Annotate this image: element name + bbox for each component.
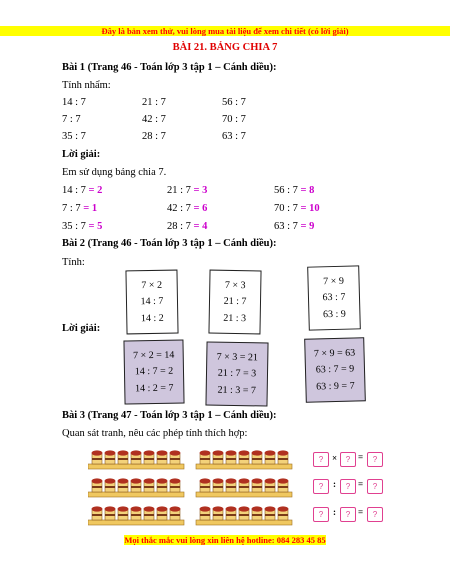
cake-layer — [278, 514, 288, 516]
card-line: 14 : 2 = 7 — [134, 382, 174, 395]
cake-layer — [213, 458, 223, 460]
cake-layer — [213, 514, 223, 516]
equals-sign: = — [358, 479, 364, 489]
cake-layer — [265, 486, 275, 488]
cake-topping — [144, 478, 155, 483]
blank-box: ? — [313, 452, 329, 467]
cake-layer — [200, 514, 210, 516]
cake-topping — [265, 506, 276, 511]
cake-layer — [131, 514, 141, 516]
cake-topping — [252, 450, 263, 455]
card-line: 14 : 2 — [140, 312, 164, 325]
cake-layer — [239, 458, 249, 460]
bai2-solution-card — [205, 341, 268, 406]
cake-topping — [239, 450, 250, 455]
bai1-answer: 21 : 7 = 3 — [167, 185, 208, 196]
blank-box: ? — [340, 479, 356, 494]
card-line: 63 : 9 — [322, 308, 346, 321]
bai1-intro: Tính nhẩm: — [62, 80, 111, 91]
cake-layer — [157, 486, 167, 488]
bai1-problem: 28 : 7 — [142, 131, 166, 142]
card-line: 21 : 3 — [223, 312, 247, 325]
cake-topping — [118, 450, 129, 455]
blank-box: ? — [367, 452, 383, 467]
cake-tray — [88, 450, 184, 469]
cake-topping — [131, 506, 142, 511]
cake-topping — [200, 506, 211, 511]
blank-box: ? — [340, 452, 356, 467]
cake-layer — [213, 486, 223, 488]
bai1-heading: Bài 1 (Trang 46 - Toán lớp 3 tập 1 – Cánh diều): — [62, 62, 277, 73]
cake-topping — [92, 478, 103, 483]
cake-layer — [226, 514, 236, 516]
bai1-problem: 35 : 7 — [62, 131, 86, 142]
bai2-problem-card — [307, 265, 361, 330]
bai1-answer: 7 : 7 = 1 — [62, 203, 98, 214]
operator-sign: × — [332, 453, 338, 463]
cake-layer — [170, 458, 180, 460]
operator-sign: : — [333, 479, 336, 489]
hotline-footer: Mọi thắc mắc vui lòng xin liên hệ hotline: 084 283 45 85 — [124, 535, 326, 545]
cake-topping — [157, 506, 168, 511]
cake-tray — [196, 478, 292, 497]
card-line: 7 × 2 — [141, 279, 163, 292]
cake-topping — [252, 478, 263, 483]
card-line: 63 : 7 — [322, 292, 346, 304]
cake-layer — [252, 486, 262, 488]
page-title: BÀI 21. BẢNG CHIA 7 — [172, 42, 278, 53]
bai1-answer: 70 : 7 = 10 — [274, 203, 320, 214]
cake-layer — [200, 458, 210, 460]
bai2-intro: Tính: — [62, 257, 85, 268]
bai3-intro: Quan sát tranh, nêu các phép tính thích hợp: — [62, 428, 248, 439]
cake-topping — [157, 478, 168, 483]
cake-topping — [278, 450, 289, 455]
card-line: 14 : 7 = 2 — [134, 366, 174, 378]
bai1-answer: 42 : 7 = 6 — [167, 203, 208, 214]
bai1-problem: 14 : 7 — [62, 97, 86, 108]
cake-layer — [265, 514, 275, 516]
cake-topping — [105, 450, 116, 455]
cake-layer — [118, 514, 128, 516]
bai1-problem: 21 : 7 — [142, 97, 166, 108]
cake-topping — [144, 450, 155, 455]
bai1-solution-intro: Em sử dụng bảng chia 7. — [62, 167, 167, 178]
cake-layer — [105, 458, 115, 460]
cake-layer — [105, 514, 115, 516]
blank-box: ? — [340, 507, 356, 522]
cake-topping — [226, 506, 237, 511]
bai1-problem: 63 : 7 — [222, 131, 246, 142]
cake-topping — [213, 450, 224, 455]
cake-topping — [200, 450, 211, 455]
cake-layer — [92, 486, 102, 488]
cake-layer — [239, 486, 249, 488]
cake-layer — [131, 458, 141, 460]
blank-box: ? — [313, 479, 329, 494]
bai2-solution-card — [123, 339, 184, 404]
operator-sign: : — [333, 507, 336, 517]
cake-layer — [131, 486, 141, 488]
card-line: 21 : 3 = 7 — [217, 384, 257, 397]
cake-topping — [213, 478, 224, 483]
cake-layer — [105, 486, 115, 488]
cake-topping — [157, 450, 168, 455]
cake-layer — [157, 458, 167, 460]
cake-layer — [226, 486, 236, 488]
cake-topping — [265, 450, 276, 455]
blank-box: ? — [367, 507, 383, 522]
card-line: 7 × 9 — [323, 275, 345, 288]
blank-box: ? — [367, 479, 383, 494]
card-line: 7 × 9 = 63 — [313, 347, 356, 360]
cake-topping — [200, 478, 211, 483]
cake-layer — [239, 514, 249, 516]
cake-topping — [105, 506, 116, 511]
bai1-answer: 35 : 7 = 5 — [62, 221, 103, 232]
bai1-answer: 63 : 7 = 9 — [274, 221, 315, 232]
preview-banner: Đây là bản xem thử, vui lòng mua tài liệu để xem chi tiết (có lời giải) — [0, 26, 450, 36]
cake-trays-illustration — [88, 446, 298, 530]
cake-topping — [226, 478, 237, 483]
cake-layer — [170, 514, 180, 516]
bai1-problem: 70 : 7 — [222, 114, 246, 125]
cake-layer — [200, 486, 210, 488]
cake-layer — [170, 486, 180, 488]
cake-topping — [239, 506, 250, 511]
cake-topping — [118, 478, 129, 483]
cake-tray — [88, 478, 184, 497]
cake-layer — [226, 458, 236, 460]
cake-topping — [118, 506, 129, 511]
cake-layer — [157, 514, 167, 516]
cake-layer — [144, 458, 154, 460]
cake-layer — [92, 458, 102, 460]
cake-topping — [131, 478, 142, 483]
equals-sign: = — [358, 507, 364, 517]
bai2-problem-card — [208, 270, 261, 335]
cake-topping — [265, 478, 276, 483]
card-line: 7 × 3 — [224, 279, 246, 292]
cake-layer — [144, 486, 154, 488]
card-line: 14 : 7 — [140, 296, 164, 308]
card-line: 7 × 3 = 21 — [216, 351, 259, 364]
bai2-heading: Bài 2 (Trang 46 - Toán lớp 3 tập 1 – Cánh diều): — [62, 238, 277, 249]
cake-topping — [131, 450, 142, 455]
cake-layer — [118, 486, 128, 488]
cake-layer — [252, 458, 262, 460]
bai2-solution-card — [304, 337, 366, 403]
cake-layer — [265, 458, 275, 460]
cake-topping — [92, 506, 103, 511]
cake-topping — [226, 450, 237, 455]
cake-topping — [144, 506, 155, 511]
cake-topping — [239, 478, 250, 483]
cake-topping — [252, 506, 263, 511]
blank-box: ? — [313, 507, 329, 522]
bai1-problem: 42 : 7 — [142, 114, 166, 125]
equals-sign: = — [358, 452, 364, 462]
cake-topping — [170, 450, 181, 455]
cake-topping — [278, 478, 289, 483]
cake-topping — [170, 478, 181, 483]
cake-topping — [170, 506, 181, 511]
cake-layer — [278, 486, 288, 488]
bai1-solution-label: Lời giải: — [62, 149, 101, 160]
card-line: 21 : 7 = 3 — [217, 368, 257, 380]
bai1-problem: 7 : 7 — [62, 114, 81, 125]
cake-layer — [144, 514, 154, 516]
card-line: 63 : 7 = 9 — [315, 363, 355, 376]
card-line: 7 × 2 = 14 — [132, 349, 175, 362]
cake-tray — [88, 506, 184, 525]
cake-layer — [252, 514, 262, 516]
cake-layer — [278, 458, 288, 460]
card-line: 63 : 9 = 7 — [316, 380, 355, 393]
cake-topping — [105, 478, 116, 483]
bai2-problem-card — [125, 270, 178, 335]
bai1-problem: 56 : 7 — [222, 97, 246, 108]
cake-topping — [92, 450, 103, 455]
card-line: 21 : 7 — [223, 296, 247, 308]
cake-topping — [278, 506, 289, 511]
bai3-heading: Bài 3 (Trang 47 - Toán lớp 3 tập 1 – Cánh diều): — [62, 410, 277, 421]
cake-topping — [213, 506, 224, 511]
cake-layer — [92, 514, 102, 516]
bai2-solution-label: Lời giải: — [62, 323, 101, 334]
cake-tray — [196, 506, 292, 525]
bai1-answer: 56 : 7 = 8 — [274, 185, 315, 196]
bai1-answer: 14 : 7 = 2 — [62, 185, 103, 196]
cake-tray — [196, 450, 292, 469]
bai1-answer: 28 : 7 = 4 — [167, 221, 208, 232]
cake-layer — [118, 458, 128, 460]
